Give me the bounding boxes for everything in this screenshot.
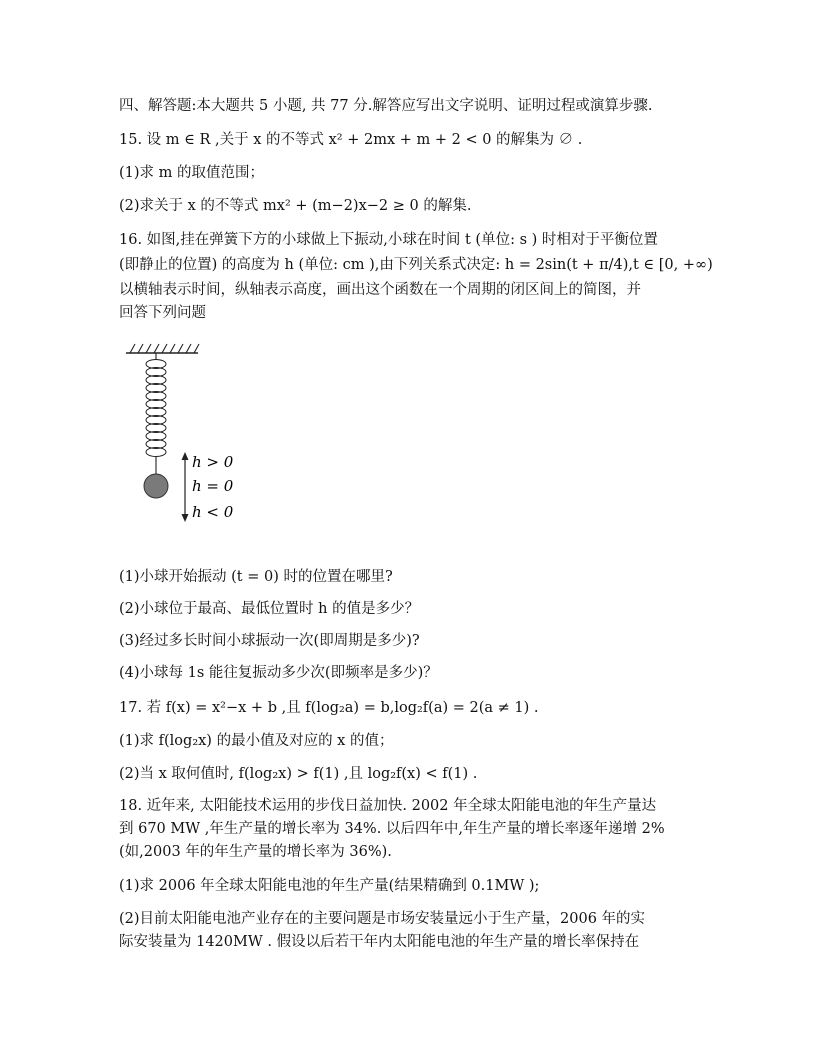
spring-diagram [118, 336, 248, 536]
q15-stem: 15. 设 m ∈ R ,关于 x 的不等式 x² + 2mx + m + 2 < 0 的解集为 ∅ . [119, 132, 583, 148]
q16-stem-line1: 16. 如图,挂在弹簧下方的小球做上下振动,小球在时间 t (单位: s ) 时相对于平衡位置 [119, 232, 658, 248]
q15-part2: (2)求关于 x 的不等式 mx² + (m−2)x−2 ≥ 0 的解集. [119, 198, 472, 214]
q16-part2: (2)小球位于最高、最低位置时 h 的值是多少？ [119, 601, 420, 617]
arrow-up-icon [182, 452, 189, 460]
q17-part2: (2)当 x 取何值时, f(log₂x) > f(1) ,且 log₂f(x) < f(1) . [119, 766, 478, 782]
q16-part3: (3)经过多长时间小球振动一次(即周期是多少)? [119, 633, 420, 649]
spring-ball-figure [118, 336, 248, 536]
arrow-down-icon [182, 514, 189, 522]
section-heading: 四、解答题:本大题共 5 小题, 共 77 分.解答应写出文字说明、证明过程或演算步骤. [119, 98, 653, 114]
q18-stem-line3: (如,2003 年的年生产量的增长率为 36%). [119, 844, 392, 860]
q16-stem-line4: 回答下列问题 [119, 305, 206, 321]
q18-part2-line2: 际安装量为 1420MW . 假设以后若干年内太阳能电池的年生产量的增长率保持在 [119, 934, 640, 950]
label-h-positive: h > 0 [192, 453, 234, 471]
q16-stem-line3: 以横轴表示时间，纵轴表示高度，画出这个函数在一个周期的闭区间上的简图，并 [119, 282, 641, 298]
q16-part4: (4)小球每 1s 能往复振动多少次(即频率是多少)？ [119, 665, 438, 681]
q18-stem-line1: 18. 近年来, 太阳能技术运用的步伐日益加快. 2002 年全球太阳能电池的年生产量达 [119, 798, 657, 814]
label-h-zero: h = 0 [192, 477, 234, 495]
q16-part1: (1)小球开始振动 (t = 0) 时的位置在哪里? [119, 569, 393, 585]
q18-part1: (1)求 2006 年全球太阳能电池的年生产量(结果精确到 0.1MW ); [119, 878, 540, 894]
q15-part1: (1)求 m 的取值范围； [119, 165, 265, 181]
ceiling-hatch [130, 344, 199, 353]
q18-part2-line1: (2)目前太阳能电池产业存在的主要问题是市场安装量远小于生产量，2006 年的实 [119, 911, 646, 927]
q17-stem: 17. 若 f(x) = x²−x + b ,且 f(log₂a) = b,log₂f(a) = 2(a ≠ 1) . [119, 700, 539, 716]
q16-stem-line2: (即静止的位置) 的高度为 h (单位: cm ),由下列关系式决定: h = 2sin(t + π/4),t ∈ [0, +∞) [119, 257, 713, 273]
ball [144, 474, 168, 498]
q17-part1: (1)求 f(log₂x) 的最小值及对应的 x 的值； [119, 733, 394, 749]
label-h-negative: h < 0 [192, 503, 234, 521]
q18-stem-line2: 到 670 MW ,年生产量的增长率为 34%. 以后四年中,年生产量的增长率逐年递增 2% [119, 821, 665, 837]
spring-coils [146, 360, 166, 457]
